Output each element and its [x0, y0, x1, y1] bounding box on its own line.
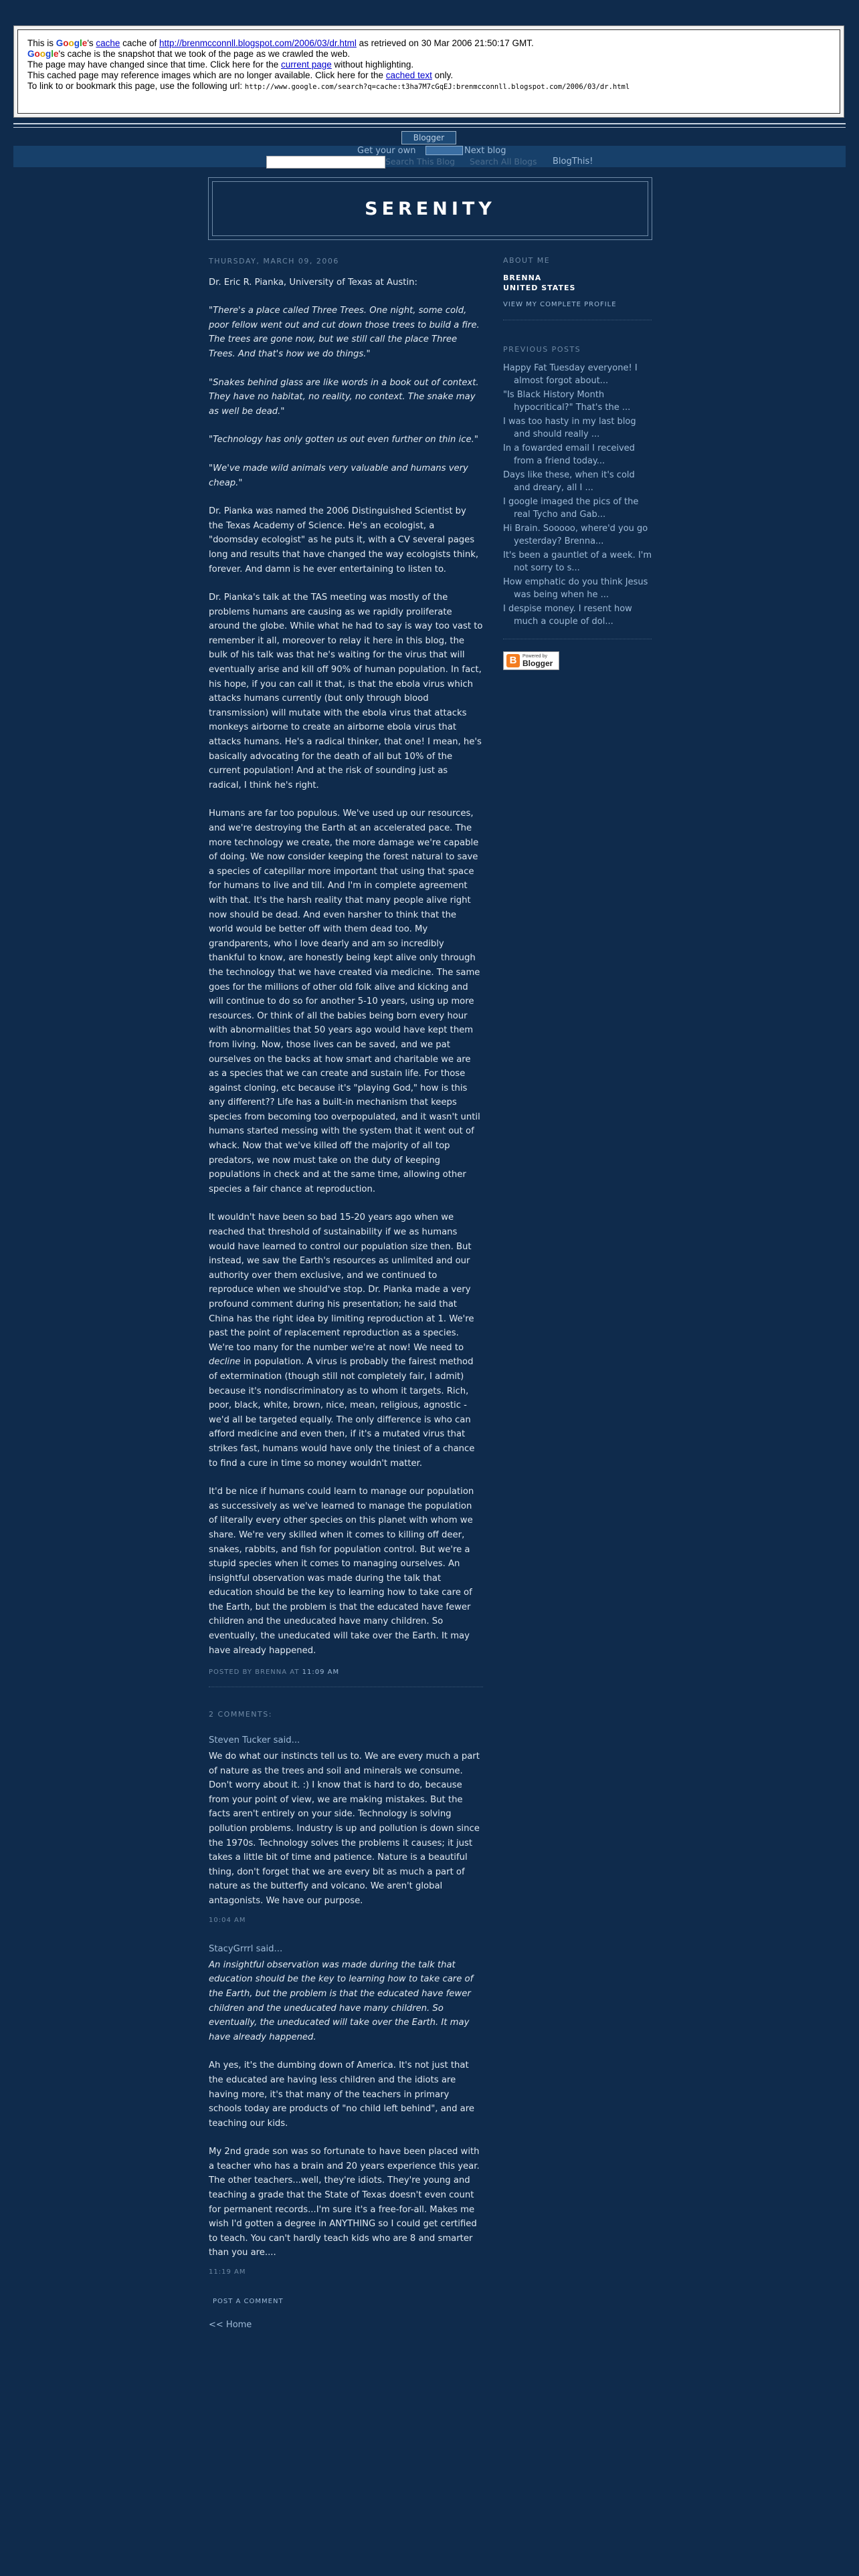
post-comment-link[interactable]: POST A COMMENT — [213, 2297, 284, 2305]
cache-link[interactable]: cache — [96, 38, 120, 48]
post-paragraph: Dr. Pianka was named the 2006 Distinguished Scientist by the Texas Academy of Science. He's an ecologist, a "doomsday ecologist" as he puts it, with a CV several pages long and results that have changed the way ecologists think, forever. And damn is he ever entertaining to listen to. — [209, 506, 479, 574]
search-this-blog-button[interactable]: Search This Blog — [385, 156, 456, 167]
blogger-b-icon: B — [506, 654, 520, 667]
previous-post-link[interactable]: I despise money. I resent how much a couple of dol... — [503, 604, 632, 627]
get-your-own-button-icon[interactable] — [425, 146, 463, 155]
previous-post-link[interactable]: How emphatic do you think Jesus was being when he ... — [503, 577, 648, 600]
cache-notice — [17, 29, 840, 114]
previous-post-link[interactable]: I was too hasty in my last blog and should really ... — [503, 417, 636, 439]
cache-line-2: Google's cache is the snapshot that we took of the page as we crawled the web. — [27, 49, 351, 59]
current-page-link[interactable]: current page — [280, 60, 332, 70]
bookmark-url[interactable]: http://www.google.com/search?q=cache:t3ha7M7cGqEJ:brenmcconnll.blogspot.com/2006/03/dr.html — [244, 83, 630, 91]
next-blog-link[interactable]: Next blog — [464, 146, 506, 156]
view-profile-link[interactable]: VIEW MY COMPLETE PROFILE — [503, 298, 652, 320]
previous-post-link[interactable]: It's been a gauntlet of a week. I'm not sorry to s... — [503, 550, 652, 573]
comment-time[interactable]: 11:19 AM — [209, 2268, 246, 2276]
blog-title[interactable]: SERENITY — [365, 198, 496, 219]
previous-posts-heading: PREVIOUS POSTS — [503, 345, 581, 354]
blog-header-inner — [212, 181, 648, 236]
comment-author: StacyGrrrl said... — [209, 1944, 283, 1955]
post-paragraph: Dr. Pianka's talk at the TAS meeting was mostly of the problems humans are causing as we rapidly proliferate around the globe. While what he had to say is way too vast to remember it all, moreover to relay it here in this blog, the bulk of his talk was that he's waiting for the virus that will eventually arise and kill off 90% of human population. In fact, his hope, if you can call it that, is that the ebola virus which attacks humans currently (but only through blood transmission) will mutate with the ebola virus that attacks monkeys airborne to create an airborne ebola virus that attacks humans. He's a radical thinker, that one! I mean, he's basically advocating for the death of all but 10% of the current population! And at the risk of sounding just as radical, I think he's right. — [209, 593, 483, 790]
powered-by-section — [503, 639, 652, 670]
cache-line-4: This cached page may reference images which are no longer available. Click here for the cached text only. — [27, 70, 454, 80]
blogger-logo-button[interactable]: Blogger — [401, 131, 456, 144]
previous-post-link[interactable]: Hi Brain. Sooooo, where'd you go yesterday? Brenna... — [503, 524, 648, 546]
post-quote: "Snakes behind glass are like words in a book out of context. They have no habitat, no reality, no context. The snake may as well be dead." — [209, 377, 479, 417]
cache-line-5: To link to or bookmark this page, use the following url: http://www.google.com/search?q=cache:t3ha7M7cGqEJ:brenmcconnll.blogspot.com/2006/03/dr.html — [27, 81, 630, 91]
post-body — [209, 276, 483, 1658]
profile-location: UNITED STATES — [503, 284, 576, 292]
post-paragraph: It'd be nice if humans could learn to manage our population as successively as we've learned to manage the population of literally every other species on this planet with whom we share. We're very skilled when it comes to killing off deer, snakes, rabbits, and fish for population control. But we're a stupid species when it comes to managing ourselves. An insightful observation was made during the talk that education should be the key to learning how to take care of the Earth, but the problem is that the educated have fewer children and the uneducated have many children. So eventually, the uneducated will take over the Earth. It may have already happened. — [209, 1487, 474, 1656]
previous-post-link[interactable]: Happy Fat Tuesday everyone! I almost forgot about... — [503, 363, 638, 386]
comment — [209, 1942, 483, 2279]
cache-banner — [13, 25, 844, 118]
previous-post-link[interactable]: I google imaged the pics of the real Tycho and Gab... — [503, 497, 639, 520]
comments-heading: 2 COMMENTS: — [209, 1709, 272, 1719]
post-intro: Dr. Eric R. Pianka, University of Texas at Austin: — [209, 277, 417, 288]
divider — [13, 127, 846, 128]
comment-quote: An insightful observation was made during the talk that education should be the key to learning how to take care of the Earth, but the problem is that the educated have fewer children and the uneducated have many children. So eventually, the uneducated will take over the Earth. It may have already happened. — [209, 1959, 474, 2042]
sidebar — [503, 254, 652, 670]
profile-name: BRENNA — [503, 274, 542, 282]
blog-search-input[interactable] — [266, 156, 385, 169]
comment-body: We do what our instincts tell us to. We are every much a part of nature as the trees and soil and minerals we consume. Don't worry about it. :) I know that is hard to do, because from your point of view, we are making mistakes. But the facts aren't entirely on your side. Technology is solving pollution problems. Industry is up and pollution is down since the 1970s. Technology solves the problems it causes; it just takes a little bit of time and patience. Nature is a beautiful thing, don't forget that we are every bit as much a part of nature as the butterfly and volcano. We aren't global antagonists. We have our purpose. — [209, 1751, 480, 1906]
blog-header — [208, 177, 652, 240]
comment-body: An insightful observation was made during the talk that education should be the key to learning how to take care of the Earth, but the problem is that the educated have fewer children and the uneducated have many children. So eventually, the uneducated will take over the Earth. It may have already happened. Ah yes, it's the dumbing down of America. It's not just that the educated are having less children and the idiots are having more, it's that many of the teachers in primary schools today are products of "no child left behind", and are teaching our kids. My 2nd grade son was so fortunate to have been placed with a teacher who has a brain and 20 years experience this year. The other teachers...well, they're idiots. They're young and teaching a grade that the State of Texas doesn't even count for permanent records...I'm sure it's a free-for-all. Makes me wish I'd gotten a degree in ANYTHING so I could get certified to teach. You can't hardly teach kids who are 8 and smarter than you are.... — [209, 1958, 483, 2260]
post-paragraph: Humans are far too populous. We've used up our resources, and we're destroying the Earth at an accelerated pace. The more technology we create, the more damage we're capable of doing. We now consider keeping the forest natural to save a species of catepillar more important that using that space for humans to live and till. And I'm in complete agreement with that. It's the harsh reality that many people alive right now should be dead. And even harsher to think that the world would be better off with them dead too. My grandparents, who I love dearly and am so incredibly thankful to know, are honestly being kept alive only through the technology that we have created via medicine. The same goes for the millions of other old folk alive and kicking and will continue to do so for another 5-10 years, using up more resources. Or think of all the babies being born every hour with abnormalities that 50 years ago would have kept them from living. Now, those lives can be saved, and we pat ourselves on the backs at how smart and charitable we are as a species that we can create and sustain life. For those against cloning, etc because it's "playing God," how is this any different?? Life has a built-in mechanism that keeps species from becoming too overpopulated, and it wasn't until humans started messing with the system that it went out of whack. Now that we've killed off the majority of all top predators, we now must take on the duty of keeping populations in check and at the same time, allowing other species a fair chance at reproduction. — [209, 809, 480, 1194]
post-date: THURSDAY, MARCH 09, 2006 — [209, 257, 339, 265]
post-paragraph: It wouldn't have been so bad 15-20 years ago when we reached that threshold of sustainability if we as humans would have learned to control our population size then. But instead, we saw the Earth's resources as unlimited and our authority over them exclusive, and we continued to reproduce when we should've stop. Dr. Pianka made a very profound comment during his presentation; he said that China has the right idea by limiting reproduction at 1. We're past the point of replacement reproduction as a species. We're too many for the number we're at now! We need to decline in population. A virus is probably the fairest method of extermination (though still not completely fair, I admit) because it's nondiscriminatory as to whom it targets. Rich, poor, black, white, brown, nice, mean, religious, agnostic - we'd all be targeted equally. The only difference is who can afford medicine and even then, if it's a mutated virus that strikes fast, humans would have only the tiniest of a chance to find a cure in time so money wouldn't matter. — [209, 1212, 475, 1469]
cache-line-1: This is Google's cache cache of http://brenmcconnll.blogspot.com/2006/03/dr.html as retrieved on 30 Mar 2006 21:50:17 GMT. — [27, 38, 534, 48]
divider — [13, 123, 846, 124]
comment-author-link[interactable]: Steven Tucker — [209, 1735, 271, 1746]
cached-url-link[interactable]: http://brenmcconnll.blogspot.com/2006/03/dr.html — [159, 38, 357, 48]
post-permalink[interactable]: 11:09 AM — [302, 1669, 340, 1677]
comment-author: Steven Tucker said... — [209, 1735, 300, 1746]
post-footer: POSTED BY BRENNA AT 11:09 AM — [209, 1665, 483, 1687]
previous-post-link[interactable]: Days like these, when it's cold and dreary, all I ... — [503, 470, 635, 493]
get-your-own-link[interactable]: Get your own — [357, 146, 416, 156]
home-link[interactable]: << Home — [209, 2320, 252, 2331]
comment-author-link[interactable]: StacyGrrrl — [209, 1944, 254, 1955]
about-heading: ABOUT ME — [503, 256, 551, 265]
powered-by-blogger-badge[interactable]: B Powered by Blogger — [503, 651, 559, 670]
comment — [209, 1733, 483, 1927]
post-quote: "There's a place called Three Trees. One night, some cold, poor fellow went out and cut down those trees to build a fire. The trees are gone now, but we still call the place Three Trees. And that's how we do things." — [209, 306, 480, 359]
cache-line-3: The page may have changed since that time. Click here for the current page without highlighting. — [27, 60, 414, 70]
previous-post-link[interactable]: In a fowarded email I received from a friend today... — [503, 443, 635, 466]
blogthis-link[interactable]: BlogThis! — [553, 156, 593, 167]
main-column — [209, 254, 483, 2333]
post-quote: "We've made wild animals very valuable and humans very cheap." — [209, 463, 468, 488]
previous-post-link[interactable]: "Is Black History Month hypocritical?" That's the ... — [503, 390, 631, 413]
comment-time[interactable]: 10:04 AM — [209, 1916, 246, 1924]
previous-posts-list — [503, 362, 652, 628]
search-all-blogs-button[interactable]: Search All Blogs — [470, 156, 537, 167]
cached-text-link[interactable]: cached text — [385, 70, 432, 80]
post-quote: "Technology has only gotten us out even further on thin ice." — [209, 435, 478, 445]
